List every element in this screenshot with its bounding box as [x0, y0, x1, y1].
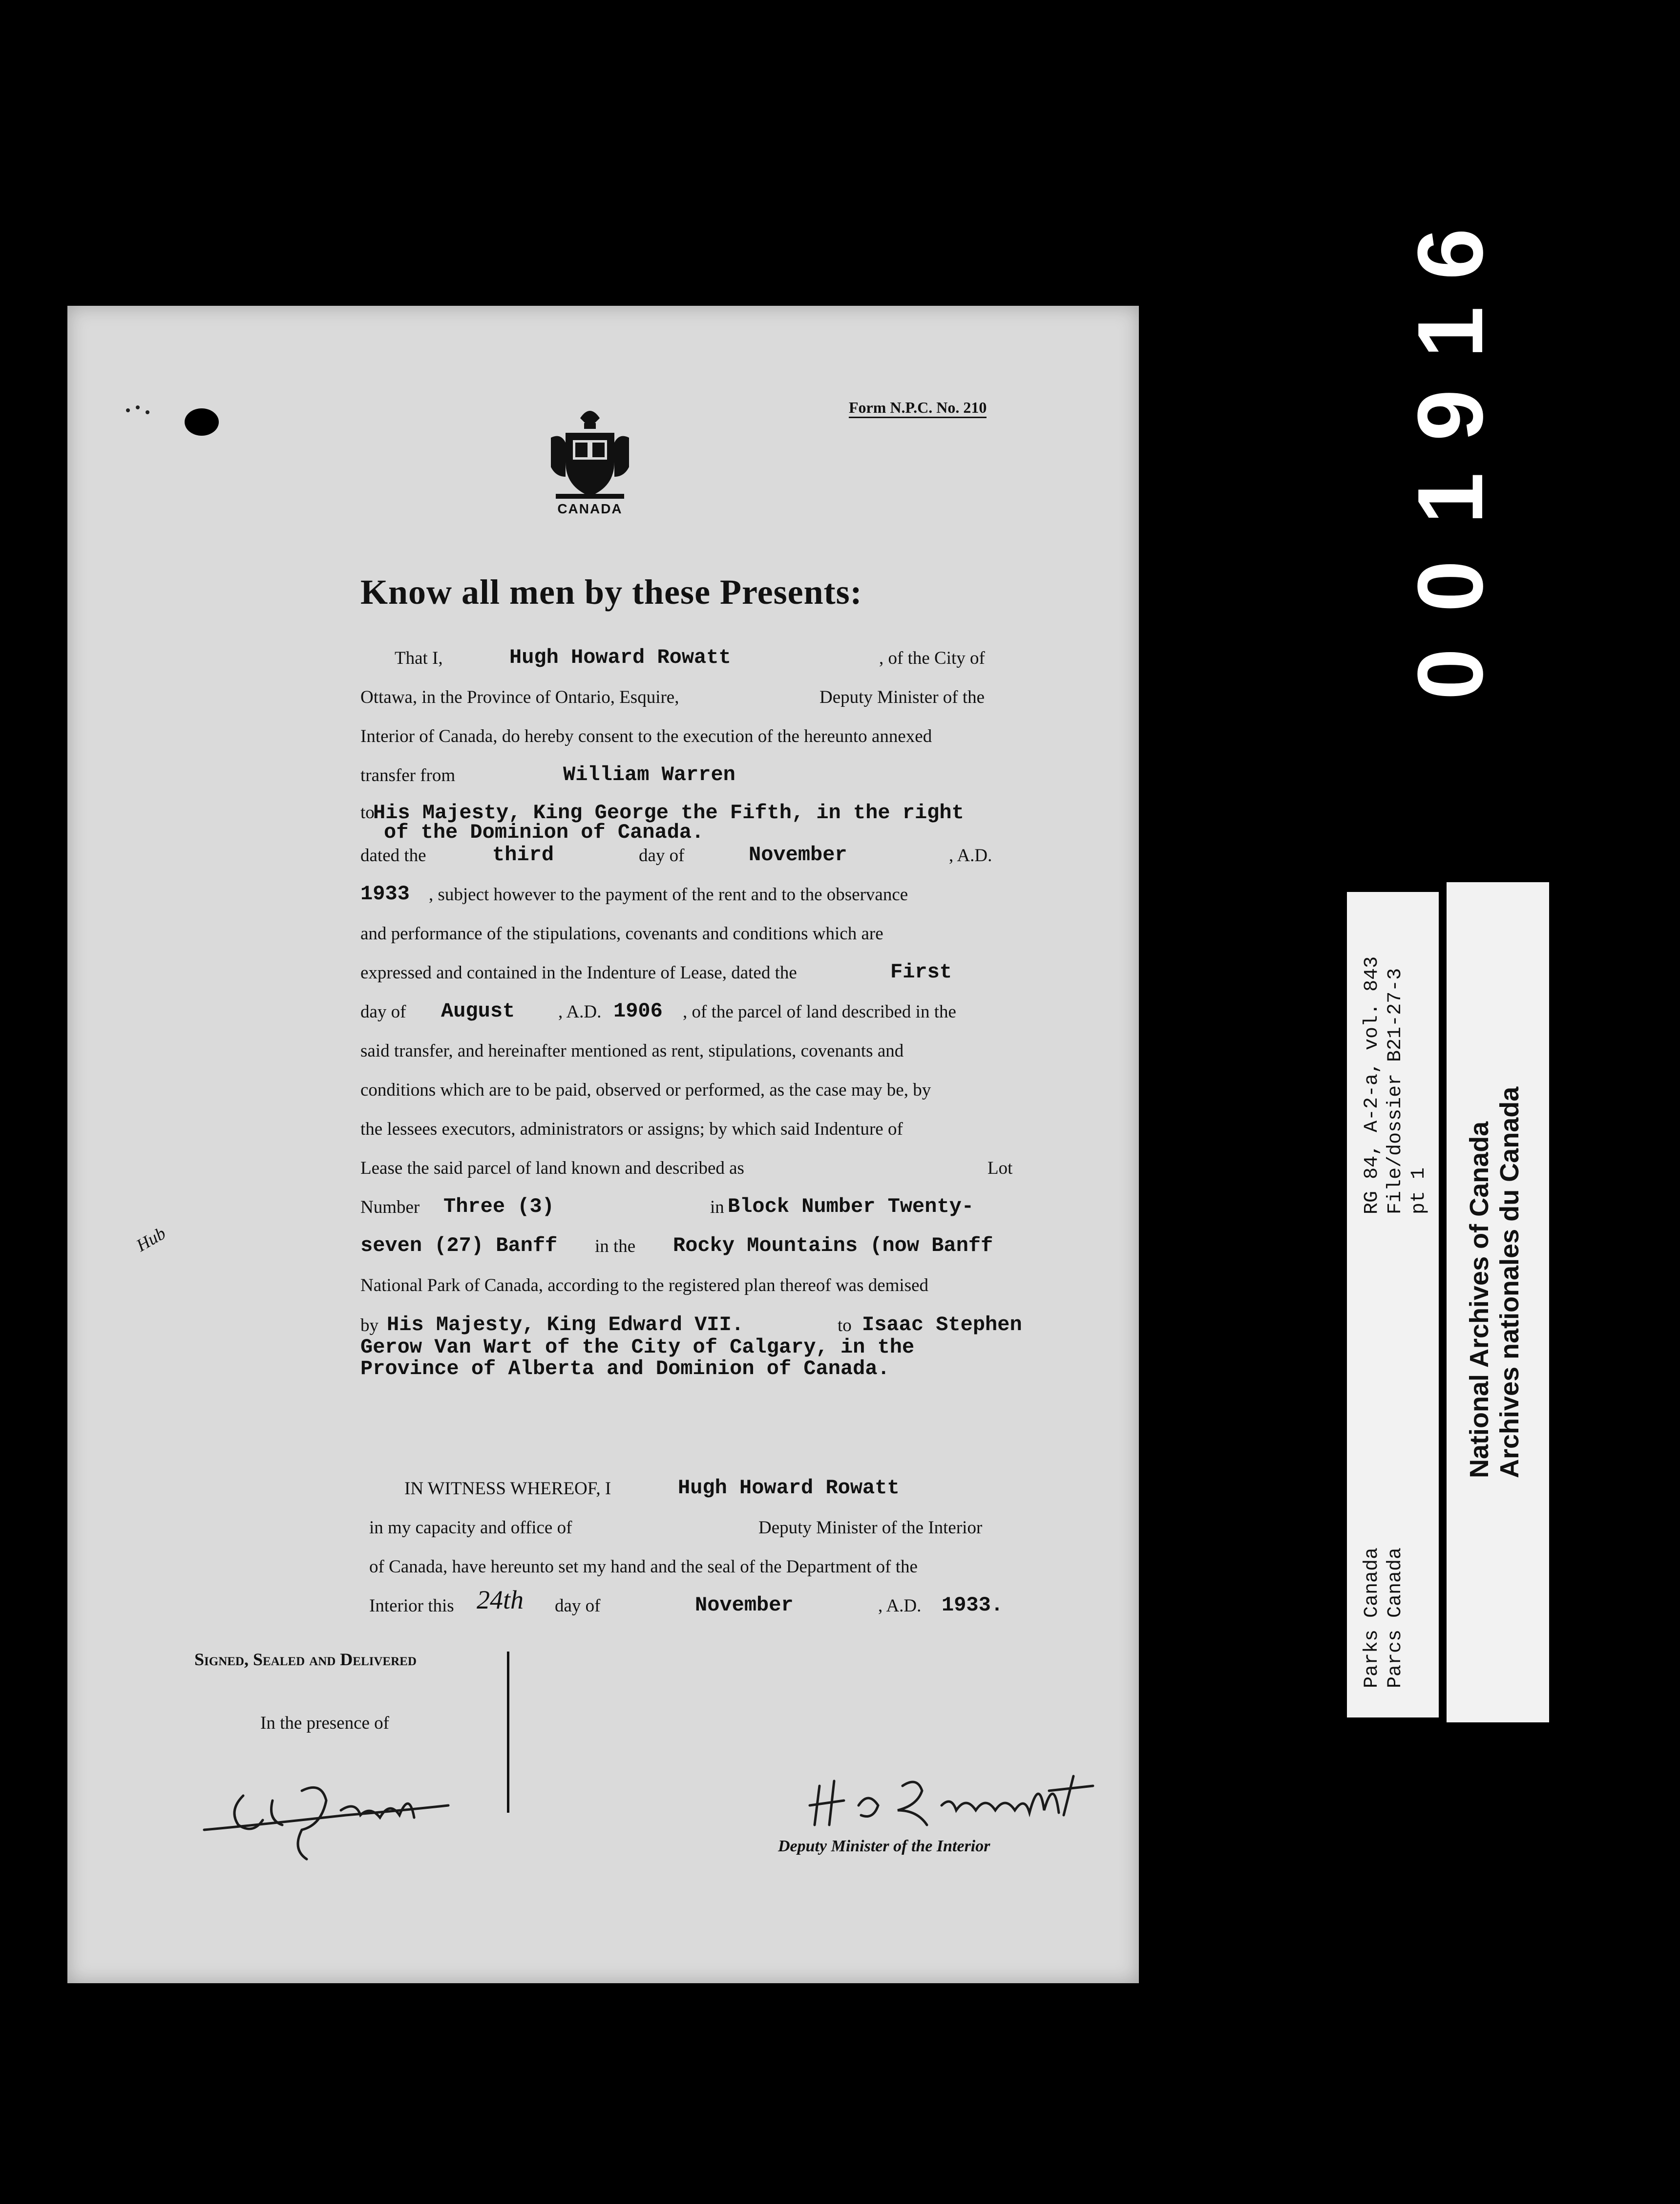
body-text: day of: [555, 1596, 601, 1616]
body-text: in: [710, 1197, 724, 1217]
body-text: of Canada, have hereunto set my hand and the seal of the Department of the: [369, 1557, 918, 1577]
document-title: Know all men by these Presents:: [360, 572, 862, 612]
typed-lessee: Isaac Stephen: [862, 1313, 1022, 1336]
body-text: Interior of Canada, do hereby consent to the execution of the hereunto annexed: [360, 726, 932, 746]
typed-month: November: [695, 1593, 794, 1617]
typed-transferor: William Warren: [563, 763, 735, 786]
signer-title: Deputy Minister of the Interior: [778, 1837, 990, 1855]
body-text: by: [360, 1315, 378, 1335]
body-text: , subject however to the payment of the rent and to the observance: [429, 885, 908, 905]
archive-name-en: National Archives of Canada: [1465, 1121, 1494, 1478]
body-text: day of: [360, 1002, 406, 1022]
body-text: Lease the said parcel of land known and described as: [360, 1158, 744, 1178]
form-number: Form N.P.C. No. 210: [849, 399, 987, 418]
typed-place: Rocky Mountains (now Banff: [673, 1234, 993, 1257]
body-text: , of the City of: [879, 648, 985, 668]
frame-number: [1399, 205, 1502, 742]
body-text: Interior this: [369, 1596, 454, 1616]
body-text: Deputy Minister of the Interior: [758, 1518, 983, 1538]
typed-name: Hugh Howard Rowatt: [678, 1476, 900, 1500]
archive-name-fr: Archives nationales du Canada: [1495, 1086, 1524, 1478]
crest-label: CANADA: [557, 501, 623, 516]
typed-lessor: His Majesty, King Edward VII.: [387, 1313, 744, 1336]
reference-line: RG 84, A-2-a, vol. 843: [1361, 956, 1383, 1214]
typed-block: Block Number Twenty-: [728, 1195, 974, 1218]
canada-crest-icon: [546, 403, 634, 501]
body-text: to: [360, 803, 375, 823]
margin-note: Hub: [133, 1223, 169, 1255]
brace: [487, 1652, 509, 1813]
presence-label: In the presence of: [260, 1713, 390, 1733]
frame-digit: 0: [1399, 648, 1502, 700]
handwritten-day: 24th: [477, 1585, 524, 1614]
reference-line: pt 1: [1408, 1167, 1430, 1214]
frame-digit: 1: [1399, 472, 1502, 524]
reference-line: File/dossier B21-27-3: [1385, 968, 1407, 1214]
body-text: Ottawa, in the Province of Ontario, Esquire,: [360, 687, 679, 707]
typed-name: Hugh Howard Rowatt: [509, 646, 731, 669]
frame-digit: 9: [1399, 389, 1502, 441]
body-text: conditions which are to be paid, observed or performed, as the case may be, by: [360, 1080, 931, 1100]
typed-month: August: [441, 999, 515, 1023]
body-text: That I,: [395, 648, 443, 668]
signed-sealed-label: Signed, Sealed and Delivered: [194, 1650, 417, 1669]
body-text: said transfer, and hereinafter mentioned as rent, stipulations, covenants and: [360, 1041, 904, 1061]
body-text: in the: [595, 1236, 636, 1256]
body-text: Deputy Minister of the: [819, 687, 985, 707]
typed-lessee: Gerow Van Wart of the City of Calgary, in the: [360, 1335, 915, 1359]
typed-transferee: His Majesty, King George the Fifth, in the right: [373, 801, 964, 825]
body-text: , A.D.: [949, 846, 992, 866]
ink-specks: [126, 403, 155, 418]
frame-digit: 1: [1399, 306, 1502, 358]
body-text: , of the parcel of land described in the: [683, 1002, 956, 1022]
agency-line: Parks Canada: [1361, 1547, 1383, 1688]
archive-reference-tape: [1347, 892, 1439, 1717]
frame-digit: 6: [1399, 228, 1502, 280]
document-page: [67, 306, 1139, 1983]
body-text: , A.D.: [878, 1596, 922, 1616]
body-text: in my capacity and office of: [369, 1518, 572, 1538]
ink-blot: [185, 408, 219, 436]
body-text: day of: [639, 846, 685, 866]
body-text: transfer from: [360, 765, 456, 785]
typed-lot: Three (3): [443, 1195, 554, 1218]
typed-day: third: [492, 843, 554, 867]
body-text: expressed and contained in the Indenture of Lease, dated the: [360, 963, 797, 983]
body-text: IN WITNESS WHEREOF, I: [404, 1479, 611, 1499]
body-text: and performance of the stipulations, covenants and conditions which are: [360, 924, 883, 944]
typed-lessee: Province of Alberta and Dominion of Canada.: [360, 1357, 890, 1380]
typed-month: November: [749, 843, 847, 867]
typed-year: 1933: [360, 882, 410, 906]
body-text: to: [838, 1315, 852, 1335]
typed-block: seven (27) Banff: [360, 1234, 558, 1257]
body-text: Lot: [987, 1158, 1013, 1178]
witness-signature: [199, 1771, 453, 1864]
typed-transferee: of the Dominion of Canada.: [384, 821, 704, 844]
typed-year: 1933.: [942, 1593, 1004, 1617]
body-text: Number: [360, 1197, 420, 1217]
archive-name-tape: [1447, 882, 1549, 1722]
signer-signature: [800, 1766, 1117, 1835]
frame-digit: 0: [1399, 560, 1502, 612]
body-text: National Park of Canada, according to the registered plan thereof was demised: [360, 1275, 929, 1295]
agency-line: Parcs Canada: [1385, 1547, 1407, 1688]
typed-year: 1906: [613, 999, 663, 1023]
typed-day: First: [890, 960, 952, 984]
body-text: dated the: [360, 846, 426, 866]
body-text: the lessees executors, administrators or assigns; by which said Indenture of: [360, 1119, 903, 1139]
body-text: , A.D.: [558, 1002, 602, 1022]
